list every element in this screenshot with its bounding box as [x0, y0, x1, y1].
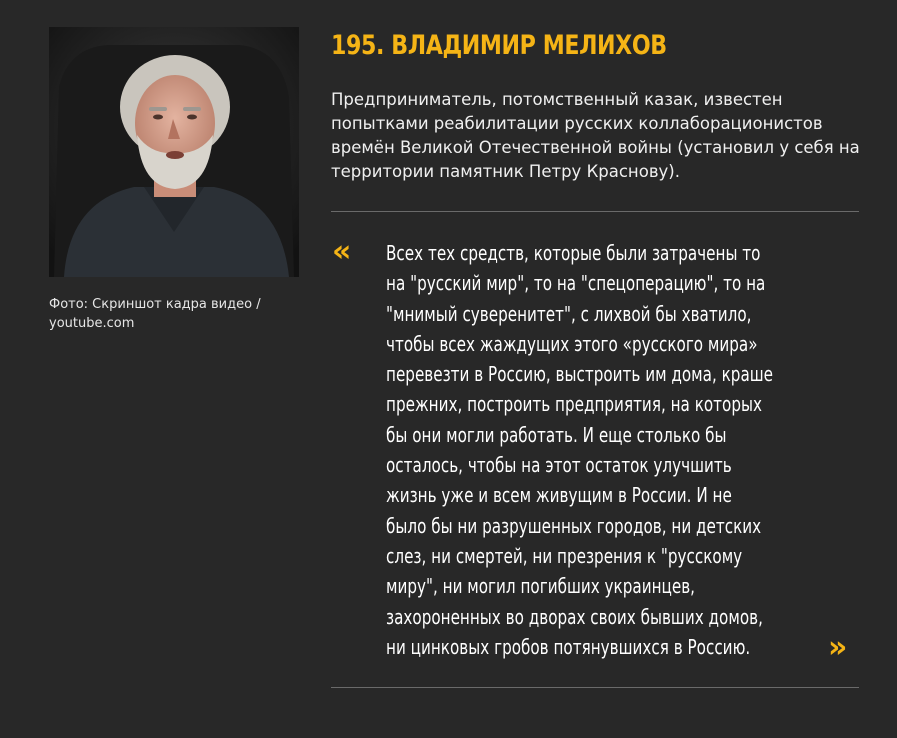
quote-line: на "русский мир", то на "спецоперацию", то на — [386, 271, 766, 296]
quote-line: бы они могли работать. И еще столько бы — [386, 422, 727, 447]
quote-line: было бы ни разрушенных городов, ни детских — [386, 513, 762, 538]
quote-line: Всех тех средств, которые были затрачены то — [386, 241, 761, 265]
quote-line: осталось, чтобы на этот остаток улучшить — [386, 453, 732, 478]
quote-line: миру", ни могил погибших украинцев, — [386, 574, 696, 599]
quote-text — [386, 238, 812, 662]
person-bio: Предприниматель, потомственный казак, известен попытками реабилитации русских коллаборационистов времён Великой Отечественной войны (установил у себя на территории памятник Петру Краснову). — [331, 90, 860, 181]
quote-line: чтобы всех жаждущих этого «русского мира» — [386, 331, 758, 356]
quote-line: жизнь уже и всем живущим в России. И не — [386, 483, 732, 508]
caption-source: youtube.com — [49, 316, 135, 331]
quote-line: перевезти в Россию, выстроить им дома, краше — [386, 362, 774, 387]
quote-open-icon: « — [332, 234, 352, 269]
divider-top — [331, 211, 859, 212]
person-portrait-icon — [49, 27, 299, 277]
quote-line: прежних, построить предприятия, на которых — [386, 392, 762, 417]
portrait-photo — [49, 27, 299, 277]
quote-close-icon: » — [828, 630, 848, 665]
quote-line: ни цинковых гробов потянувшихся в Россию. — [386, 634, 751, 659]
divider-bottom — [331, 687, 859, 688]
photo-caption — [49, 295, 299, 333]
quote-line: слез, ни смертей, ни презрения к "русскому — [386, 543, 743, 568]
caption-line: Фото: Скриншот кадра видео / — [49, 297, 261, 312]
quote-line: захороненных во дворах своих бывших домов, — [386, 604, 763, 629]
quote-line: "мнимый суверенитет", с лихвой бы хватило, — [386, 301, 752, 326]
person-name: 195. ВЛАДИМИР МЕЛИХОВ — [331, 30, 667, 61]
